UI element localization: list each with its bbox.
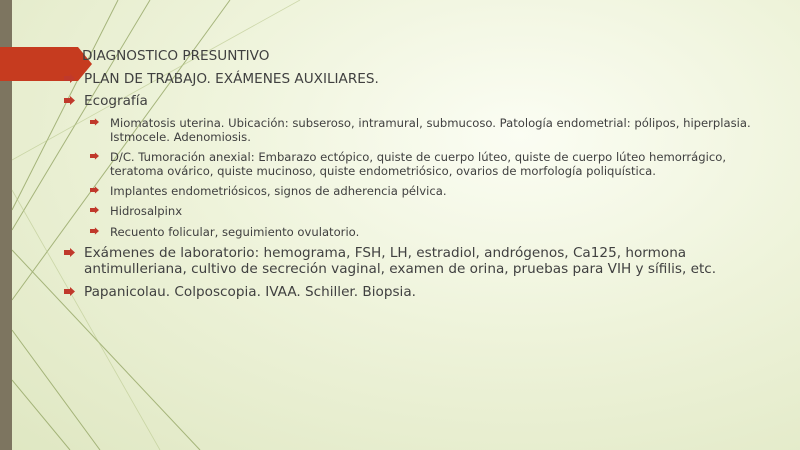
item-text: Miomatosis uterina. Ubicación: subseroso, intramural, submucoso. Patología endometrial: pólipos, hiperplasia. Istmocele. Adenomiosis. [110,115,751,144]
item-text: D/C. Tumoración anexial: Embarazo ectópico, quiste de cuerpo lúteo, quiste de cuerpo lúteo hemorrágico, teratoma ovárico, quiste mucinoso, quiste endometriósico, ovarios de morfología poliquística. [110,150,727,179]
item-text: Recuento folicular, seguimiento ovulatorio. [110,224,360,239]
sub-list-item [62,116,782,144]
arrow-bullet-icon [64,96,75,105]
sub-list-item [62,225,782,239]
list-item [62,71,782,88]
list-item [62,245,782,278]
slide-content [62,48,782,306]
list-item [62,93,782,110]
sub-list-item [62,204,782,218]
item-text: Hidrosalpinx [110,204,183,219]
item-text: Papanicolau. Colposcopia. IVAA. Schiller. Biopsia. [84,283,416,300]
item-text: Ecografía [84,93,148,110]
sub-list-item [62,184,782,198]
arrow-bullet-icon [90,186,99,194]
arrow-bullet-icon [90,227,99,235]
item-text: Exámenes de laboratorio: hemograma, FSH, LH, estradiol, andrógenos, Ca125, hormona antimulleriana, cultivo de secreción vaginal, examen de orina, pruebas para VIH y sífilis, etc. [84,244,717,278]
list-item [62,48,782,65]
list-item [62,284,782,301]
arrow-bullet-icon [64,74,75,83]
arrow-bullet-icon [90,118,99,126]
item-text: PLAN DE TRABAJO. EXÁMENES AUXILIARES. [84,70,379,87]
arrow-bullet-icon [90,152,99,160]
sub-list [62,116,782,239]
item-text: DIAGNOSTICO PRESUNTIVO [82,48,270,64]
arrow-bullet-icon [90,206,99,214]
arrow-bullet-icon [64,287,75,296]
arrow-bullet-icon [64,248,75,257]
sub-list-item [62,150,782,178]
item-text: Implantes endometriósicos, signos de adherencia pélvica. [110,184,447,199]
